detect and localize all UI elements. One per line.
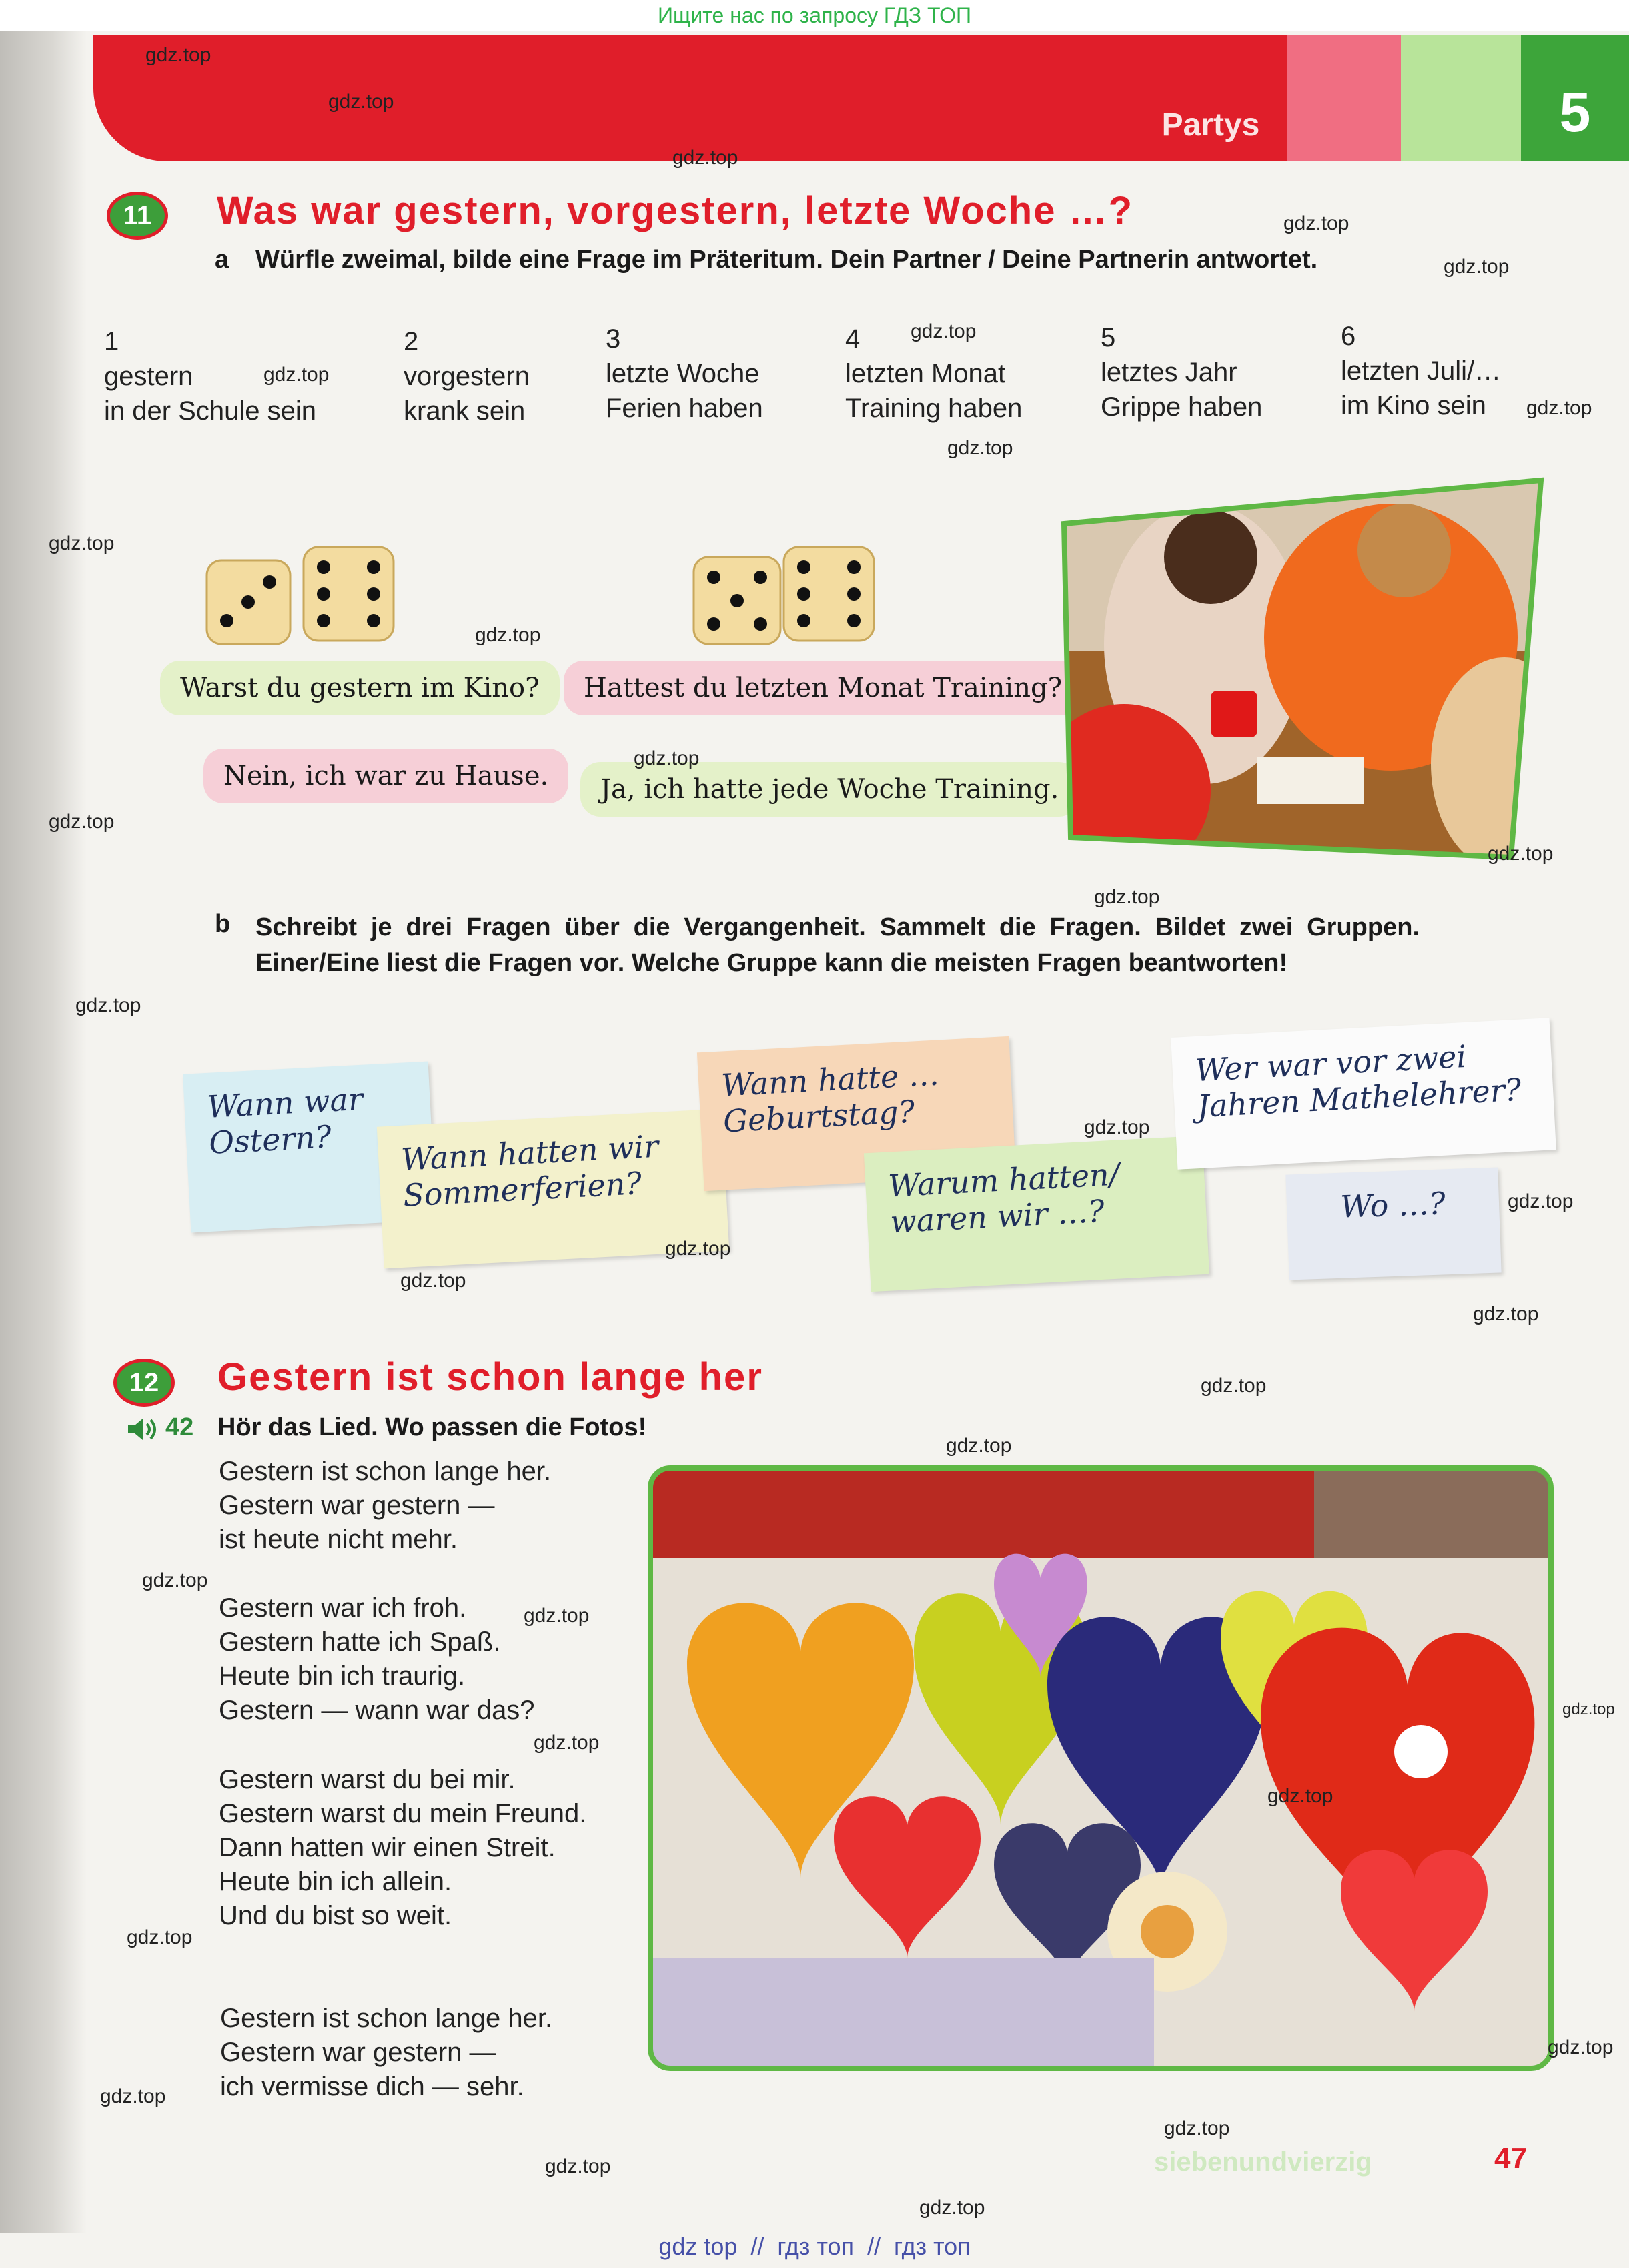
watermark: gdz.top xyxy=(947,437,1013,459)
note-card-4: Warum hatten/ waren wir …? xyxy=(864,1136,1209,1292)
column-activity: krank sein xyxy=(404,396,526,426)
watermark: gdz.top xyxy=(946,1435,1012,1457)
task-a-letter: a xyxy=(215,246,229,274)
watermark: gdz.top xyxy=(127,1926,193,1948)
watermark: gdz.top xyxy=(634,747,700,769)
column-2 xyxy=(404,324,530,428)
song-stanza-4 xyxy=(220,2002,552,2104)
watermark: gdz.top xyxy=(100,2085,166,2107)
task-a-text: Würfle zweimal, bilde eine Frage im Präteritum. Dein Partner / Deine Partnerin antwortet. xyxy=(255,246,1318,274)
watermark: gdz.top xyxy=(142,1569,208,1591)
exercise-12-task: Hör das Lied. Wo passen die Fotos! xyxy=(217,1413,647,1441)
footer-links[interactable]: gdz top // гдз топ // гдз топ xyxy=(658,2233,971,2260)
column-number: 3 xyxy=(606,324,621,354)
column-number: 5 xyxy=(1101,323,1116,352)
song-stanza-1 xyxy=(219,1455,551,1557)
watermark: gdz.top xyxy=(1488,843,1554,865)
watermark: gdz.top xyxy=(145,44,211,66)
song-line: Gestern warst du bei mir. xyxy=(219,1765,516,1794)
watermark: gdz.top xyxy=(911,320,977,342)
column-activity: Ferien haben xyxy=(606,394,763,423)
page-number-word: siebenundvierzig xyxy=(1154,2147,1372,2177)
column-activity: Grippe haben xyxy=(1101,392,1263,422)
watermark: gdz.top xyxy=(1094,886,1160,908)
column-number: 1 xyxy=(104,327,119,356)
dice-pair-right-icon xyxy=(690,540,877,654)
speech-bubble-answer-2: Ja, ich hatte jede Woche Training. xyxy=(580,762,1079,817)
column-activity: im Kino sein xyxy=(1341,391,1486,420)
song-stanza-3 xyxy=(219,1763,586,1933)
speech-bubble-answer-1: Nein, ich war zu Hause. xyxy=(203,749,568,803)
top-banner[interactable]: Ищите нас по запросу ГДЗ ТОП xyxy=(0,0,1629,31)
exercise-number-11: 11 xyxy=(107,192,168,240)
chapter-number: 5 xyxy=(1559,81,1591,143)
watermark: gdz.top xyxy=(475,624,541,646)
watermark: gdz.top xyxy=(1084,1116,1150,1138)
watermark: gdz.top xyxy=(672,147,738,169)
song-line: ist heute nicht mehr. xyxy=(219,1525,458,1554)
watermark: gdz.top xyxy=(1283,212,1349,234)
watermark: gdz.top xyxy=(263,364,330,386)
speech-bubble-question-1: Warst du gestern im Kino? xyxy=(160,661,560,715)
column-activity: in der Schule sein xyxy=(104,396,316,426)
column-activity: Training haben xyxy=(845,394,1023,423)
column-number: 4 xyxy=(845,324,861,354)
watermark: gdz.top xyxy=(75,994,141,1016)
song-line: Gestern war gestern — xyxy=(220,2038,496,2067)
song-line: Und du bist so weit. xyxy=(219,1901,452,1930)
column-number: 2 xyxy=(404,327,419,356)
song-line: Gestern war gestern — xyxy=(219,1491,495,1520)
exercise-number-12: 12 xyxy=(113,1359,175,1407)
watermark: gdz.top xyxy=(665,1238,731,1260)
speaker-audio-icon[interactable] xyxy=(127,1417,157,1441)
watermark: gdz.top xyxy=(49,532,115,554)
column-number: 6 xyxy=(1341,322,1356,351)
watermark: gdz.top xyxy=(545,2155,611,2177)
song-line: Gestern hatte ich Spaß. xyxy=(219,1627,501,1657)
column-5 xyxy=(1101,320,1262,424)
column-time: gestern xyxy=(104,362,193,391)
song-line: Gestern war ich froh. xyxy=(219,1593,467,1623)
song-line: Dann hatten wir einen Streit. xyxy=(219,1833,556,1862)
watermark: gdz.top xyxy=(1473,1303,1539,1325)
watermark: gdz.top xyxy=(1164,2117,1230,2139)
header-pink-block xyxy=(1287,35,1401,161)
task-b-letter: b xyxy=(215,910,231,938)
watermark: gdz.top xyxy=(328,91,394,113)
note-card-1: Wann war Ostern? xyxy=(183,1062,436,1233)
watermark: gdz.top xyxy=(1526,397,1592,419)
watermark: gdz.top xyxy=(49,811,115,833)
chapter-header-bar xyxy=(93,35,1287,161)
note-card-2: Wann hatten wir Sommerferien? xyxy=(377,1109,729,1269)
audio-track-number: 42 xyxy=(165,1413,194,1441)
task-b-text: Schreibt je drei Fragen über die Vergangenheit. Sammelt die Fragen. Bildet zwei Gruppen. Einer/Eine liest die Fragen vor. Welche Gruppe kann die meisten Fragen beantworten! xyxy=(255,913,1420,977)
watermark: gdz.top xyxy=(1548,2036,1614,2058)
song-line: ich vermisse dich — sehr. xyxy=(220,2072,524,2101)
column-6 xyxy=(1341,319,1501,423)
exercise-11-title: Was war gestern, vorgestern, letzte Woche …? xyxy=(217,189,1133,232)
column-time: letzten Monat xyxy=(845,359,1006,388)
watermark: gdz.top xyxy=(1201,1375,1267,1397)
note-card-6: Wo …? xyxy=(1285,1167,1501,1280)
watermark: gdz.top xyxy=(919,2197,985,2219)
song-line: Heute bin ich traurig. xyxy=(219,1661,466,1691)
dice-pair-left-icon xyxy=(200,540,407,654)
watermark: gdz.top xyxy=(1562,1700,1615,1718)
exercise-12-title: Gestern ist schon lange her xyxy=(217,1355,763,1399)
watermark: gdz.top xyxy=(524,1605,590,1627)
note-card-5: Wer war vor zwei Jahren Mathelehrer? xyxy=(1171,1018,1556,1169)
song-line: Heute bin ich allein. xyxy=(219,1867,452,1896)
watermark: gdz.top xyxy=(1444,256,1510,278)
column-3 xyxy=(606,322,763,426)
watermark: gdz.top xyxy=(534,1732,600,1754)
column-time: letztes Jahr xyxy=(1101,358,1237,387)
watermark: gdz.top xyxy=(1267,1785,1333,1807)
column-time: letzte Woche xyxy=(606,359,760,388)
song-line: Gestern — wann war das? xyxy=(219,1695,535,1725)
song-line: Gestern ist schon lange her. xyxy=(220,2004,553,2033)
note-card-3: Wann hatte … Geburtstag? xyxy=(697,1036,1016,1191)
watermark: gdz.top xyxy=(1508,1190,1574,1212)
speech-bubble-question-2: Hattest du letzten Monat Training? xyxy=(564,661,1082,715)
chapter-title: Partys xyxy=(1161,107,1260,143)
header-lightgreen-block xyxy=(1401,35,1521,161)
song-stanza-2 xyxy=(219,1591,535,1728)
page-number: 47 xyxy=(1494,2142,1527,2175)
watermark: gdz.top xyxy=(400,1270,466,1292)
book-spine-shadow xyxy=(0,31,87,2233)
photo-mosaic-hearts xyxy=(647,1465,1554,2072)
column-time: vorgestern xyxy=(404,362,530,391)
photo-teens-playing-dice xyxy=(1044,477,1554,867)
song-line: Gestern ist schon lange her. xyxy=(219,1457,552,1486)
column-time: letzten Juli/… xyxy=(1341,356,1502,386)
song-line: Gestern warst du mein Freund. xyxy=(219,1799,587,1828)
